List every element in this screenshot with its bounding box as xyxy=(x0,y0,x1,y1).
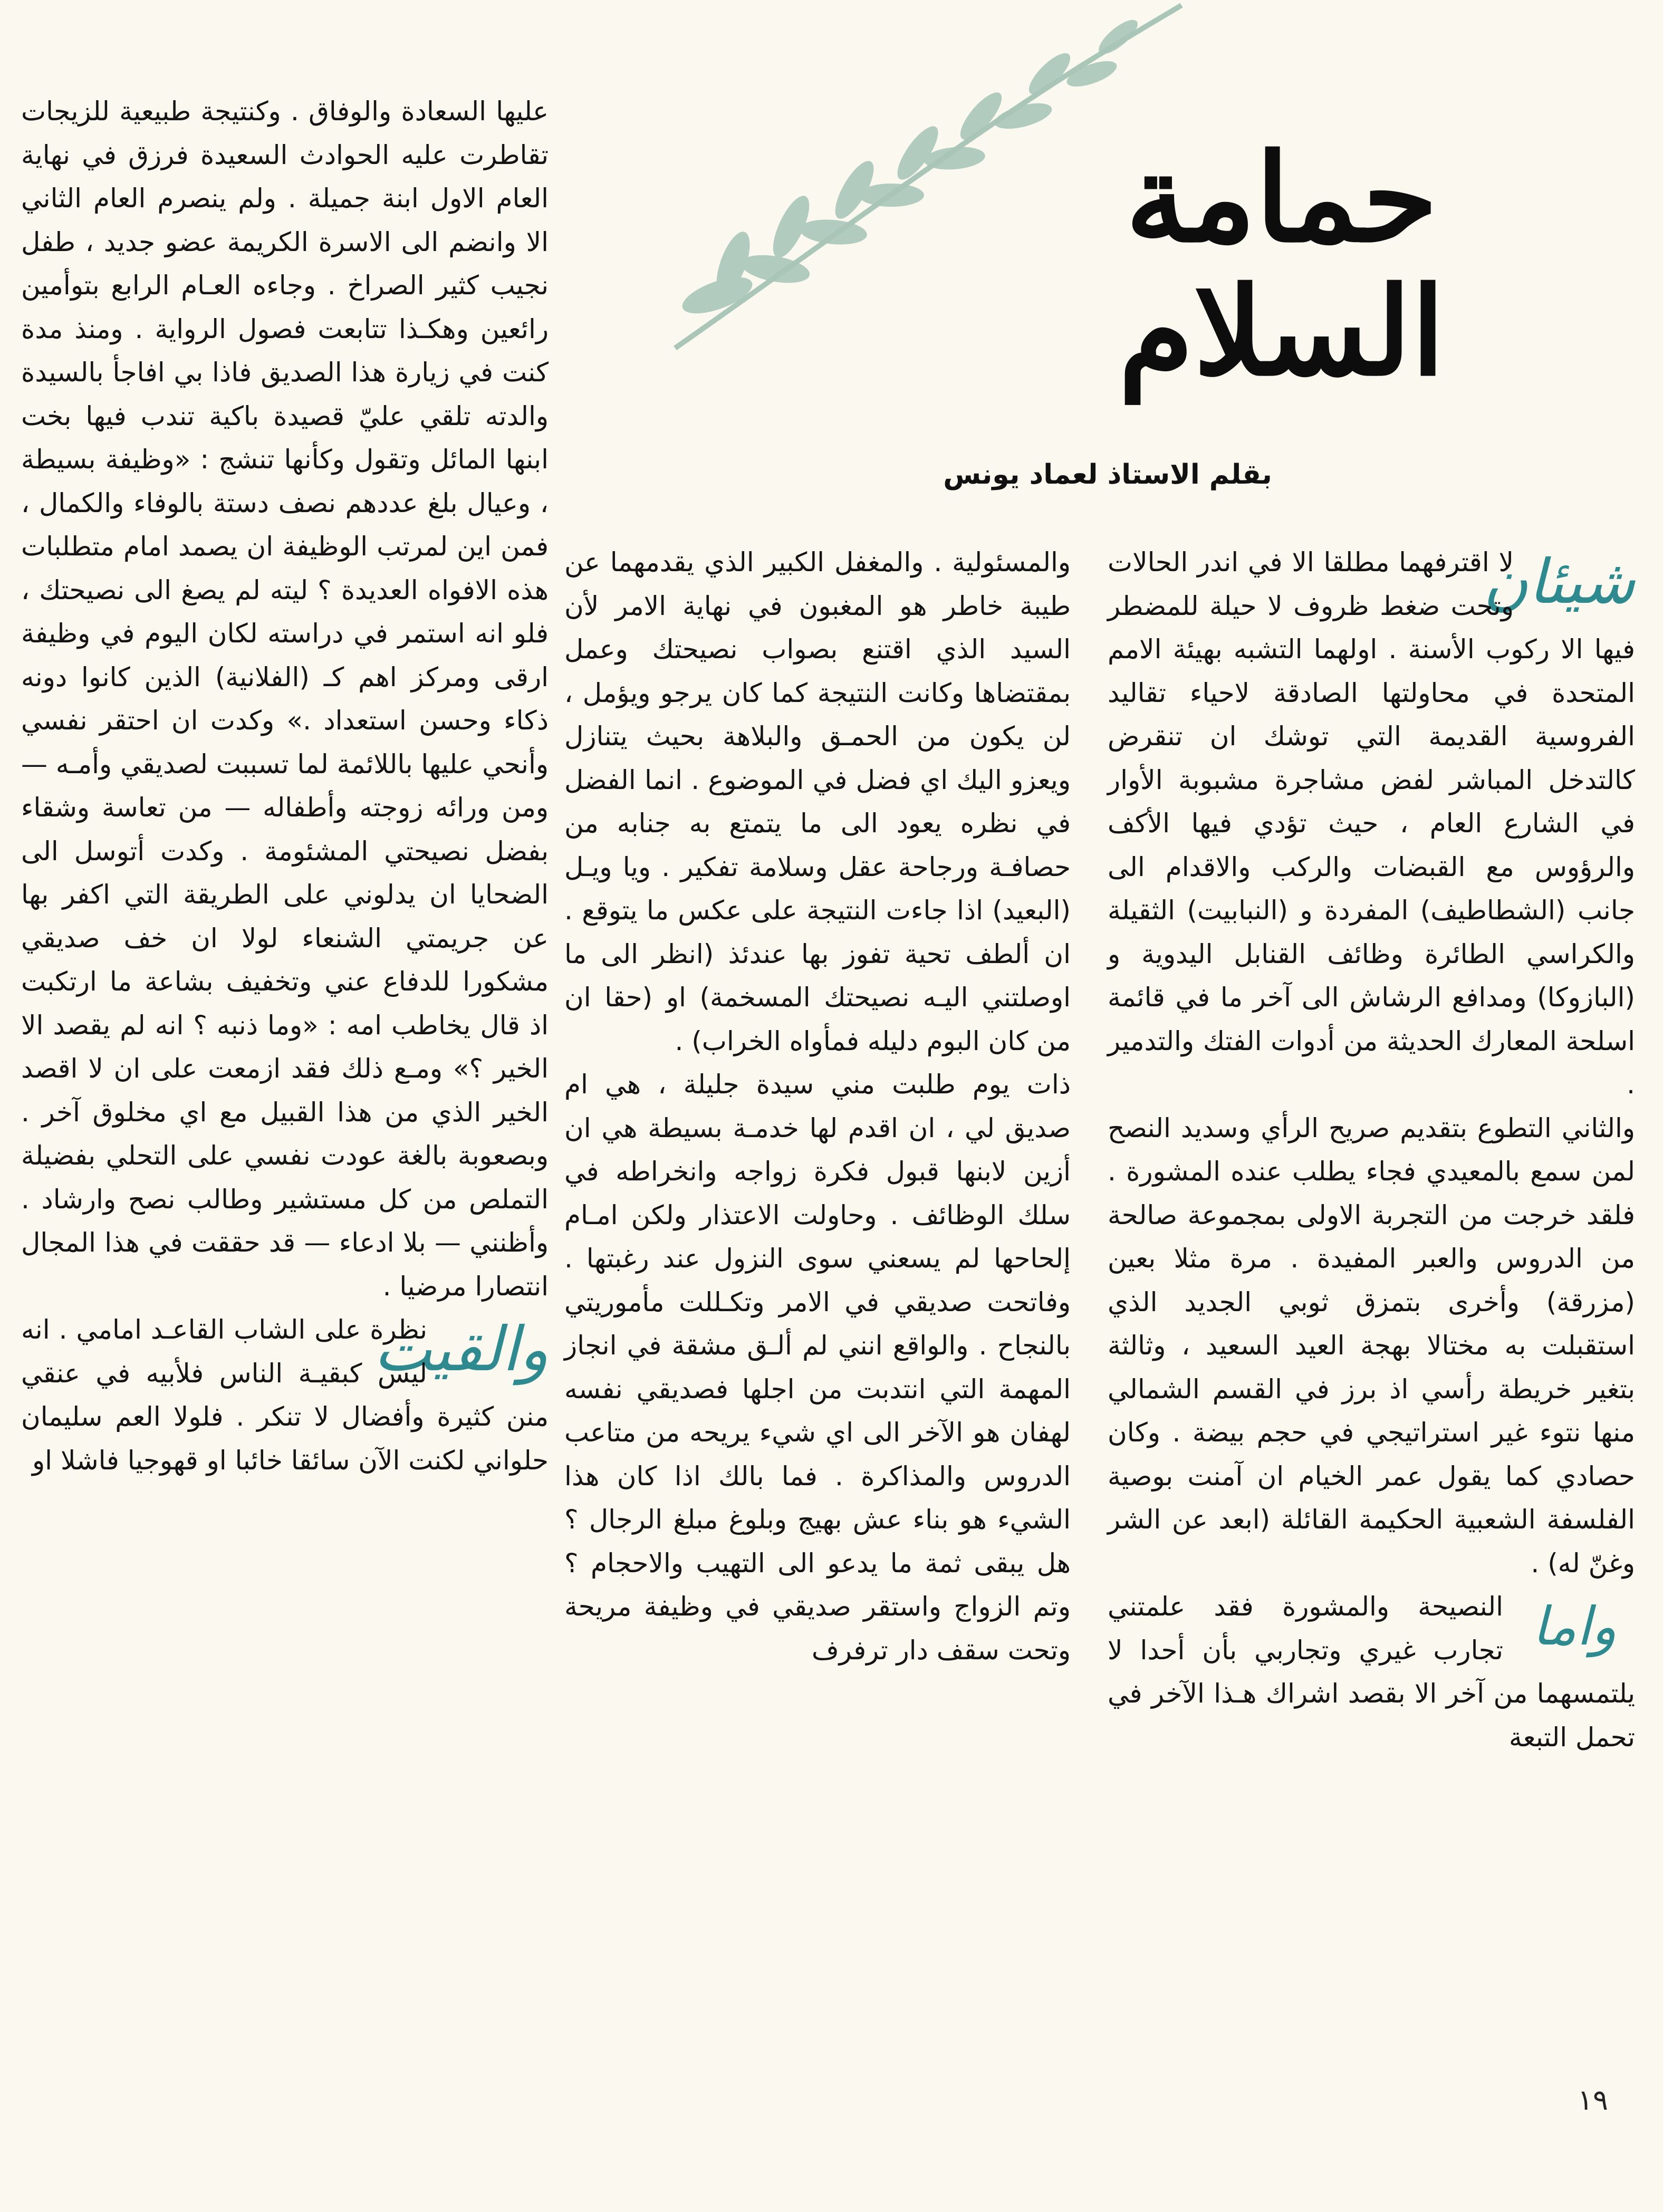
paragraph: عليها السعادة والوفاق . وكنتيجة طبيعية للزيجات تقاطرت عليه الحوادث السعيدة فرزق في نهاية العام الاول ابنة جميلة . ولم ينصرم العام الثاني الا وانضم الى الاسرة الكريمة عضو جديد ، طفل نجيب كثير الصراخ . وجاءه العـام الرابع بتوأمين رائعين وهكـذا تتابعت فصول الرواية . ومنذ مدة كنت في زيارة هذا الصديق فاذا بي افاجأ بالسيدة والدته تلقي عليّ قصيدة باكية تندب فيها بخت ابنها المائل وتقول وكأنها تنشج : «وظيفة بسيطة ، وعيال بلغ عددهم نصف دستة بالوفاء والكمال ، فمن اين لمرتب الوظيفة ان يصمد امام متطلبات هذه الافواه العديدة ؟ ليته لم يصغ الى نصيحتك ، فلو انه استمر في دراسته لكان اليوم في وظيفة ارقى ومركز اهم كـ (الفلانية) الذين كانوا دونه ذكاء وحسن استعداد .» وكدت ان احتقر نفسي وأنحي عليها باللائمة لما تسببت لصديقي وأمـه — ومن ورائه زوجته وأطفاله — من تعاسة وشقاء بفضل نصيحتي المشئومة . وكدت أتوسل الى الضحايا ان يدلوني على الطريقة التي اكفر بها عن جريمتي الشنعاء لولا ان خف صديقي مشكورا للدفاع عني وتخفيف بشاعة ما ارتكبت اذ قال يخاطب امه : «وما ذنبه ؟ انه لم يقصد الا الخير ؟» ومـع ذلك فقد ازمعت على ان لا اقصد الخير الذي من هذا القبيل مع اي مخلوق آخر . وبصعوبة بالغة عودت نفسي على التحلي بفضيلة التملص من كل مستشير وطالب نصح وارشاد . وأظنني — بلا ادعاء — قد حققت في هذا المجال انتصارا مرضيا . xyxy=(21,96,549,1302)
article-byline: بقلم الاستاذ لعماد يونس xyxy=(943,459,1272,491)
paragraph: والمسئولية . والمغفل الكبير الذي يقدمهما عن طيبة خاطر هو المغبون في نهاية الامر لأن السيد الذي اقتنع بصواب نصيحتك وعمل بمقتضاها وكانت النتيجة كما كان يرجو ويؤمل ، لن يكون من الحمـق والبلاهة بحيث يتنازل ويعزو اليك اي فضل في الموضوع . انما الفضل في نظره يعود الى ما يتمتع به جنابه من حصافـة ورجاحة عقل وسلامة تفكير . ويا ويـل (البعيد) اذا جاءت النتيجة على عكس ما يتوقع . ان ألطف تحية تفوز بها عندئذ (انظر الى ما اوصلتني اليـه نصيحتك المسخمة) او (حقا ان من كان البوم دليله فمأواه الخراب) . xyxy=(564,547,1071,1056)
decorative-initial-word: واما xyxy=(1532,1595,1617,1657)
paragraph xyxy=(1108,1585,1635,1759)
paragraph-text: لا اقترفهما مطلقا الا في اندر الحالات وتحت ضغط ظروف لا حيلة للمضطر فيها الا ركوب الأسنة . اولهما التشبه بهيئة الامم المتحدة في محاولتها الصادقة لاحياء تقاليد الفروسية القديمة التي توشك ان تنقرض كالتدخل المباشر لفض مشاجرة مشبوبة الأوار في الشارع العام ، حيث تؤدي فيها الأكف والرؤوس مع القبضات والركب والاقدام الى جانب (الشطاطيف) المفردة و (النبابيت) الثقيلة والكراسي الطائرة وظائف القنابل اليدوية و (البازوكا) ومدافع الرشاش الى آخر ما في قائمة اسلحة المعارك الحديثة من أدوات الفتك والتدمير . xyxy=(1108,547,1635,1100)
paragraph: ذات يوم طلبت مني سيدة جليلة ، هي ام صديق لي ، ان اقدم لها خدمـة بسيطة هي ان أزين لابنها قبول فكرة زواجه وانخراطه في سلك الوظائف . وحاولت الاعتذار ولكن امـام إلحاحها لم يسعني سوى النزول عند رغبتها . وفاتحت صديقي في الامر وتكـللت مأموريتي بالنجاح . والواقع انني لم ألـق مشقة في انجاز المهمة التي انتدبت من اجلها فصديقي نفسه لهفان هو الآخر الى اي شيء يريحه من متاعب الدروس والمذاكرة . فما بالك اذا كان هذا الشيء هو بناء عش بهيج وبلوغ مبلغ الرجال ؟ هل يبقى ثمة ما يدعو الى التهيب والاحجام ؟ وتم الزواج واستقر صديقي في وظيفة مريحة وتحت سقف دار ترفرف xyxy=(564,1069,1071,1666)
paragraph xyxy=(21,1308,549,1482)
paragraph-text: النصيحة والمشورة فقد علمتني تجارب غيري وتجاربي بأن أحدا لا يلتمسهما من آخر الا بقصد اشراك هـذا الآخر في تحمل التبعة xyxy=(1108,1591,1635,1753)
paragraph-text: نظرة على الشاب القاعـد امامي . انه ليس كبقيـة الناس فلأبيه في عنقي منن كثيرة وأفضال لا تنكر . فلولا العم سليمان حلواني لكنت الآن سائقا خائبا او قهوجيا فاشلا او xyxy=(21,1314,549,1476)
page-number: ١٩ xyxy=(1577,2083,1608,2117)
paragraph xyxy=(1108,541,1635,1107)
column-right xyxy=(1108,541,1635,1759)
decorative-initial-word: والقيت xyxy=(373,1314,549,1385)
column-middle xyxy=(564,541,1071,1672)
decorative-initial-word: شيئان xyxy=(1483,546,1635,618)
paragraph: والثاني التطوع بتقديم صريح الرأي وسديد النصح لمن سمع بالمعيدي فجاء يطلب عنده المشورة . فلقد خرجت من التجربة الاولى بمجموعة صالحة من الدروس والعبر المفيدة . مرة مثلا بعين (مزرقة) وأخرى بتمزق ثوبي الجديد الذي استقبلت به مختالا بهجة العيد السعيد ، وثالثة بتغير خريطة رأسي اذ برز في القسم الشمالي منها نتوء غير استراتيجي في حجم بيضة . وكان حصادي كما يقول عمر الخيام ان آمنت بوصية الفلسفة الشعبية الحكيمة القائلة (ابعد عن الشر وغنّ له) . xyxy=(1108,1112,1635,1579)
article-title: حمامة السلام xyxy=(1118,127,1445,403)
column-left xyxy=(21,90,549,1482)
